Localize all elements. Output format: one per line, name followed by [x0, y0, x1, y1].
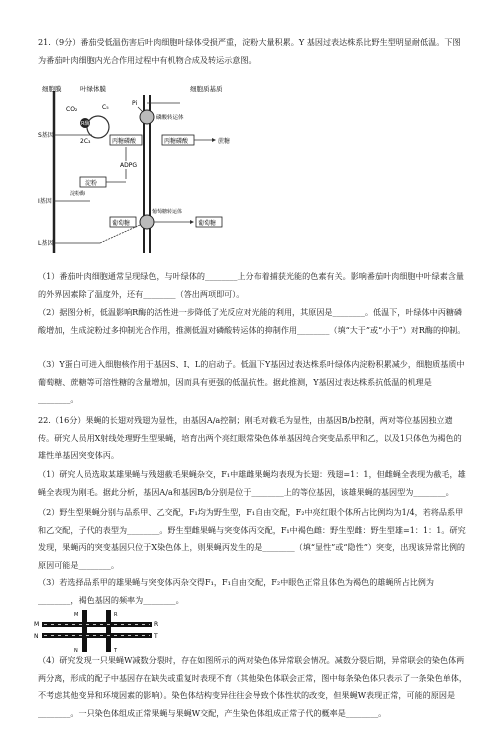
starch-hydrolase-label: 淀粉酶 [70, 191, 86, 197]
q22-part4: （4）研究发现一只果蝇W减数分裂时，存在如图所示的两对染色体异常联会情况。减数分裂后期，异常联会的染色体两两分离，形成的配子中基因存在缺失或重复时表现不育（其他染色体联会正常，图中每条染色体只表示了一条染色单体，不考虑其他变异和环境因素的影响）。染色体结构变异往往会导致个体性状的改变，但果蝇W表现正常，可能的原因是________。一只染色体组成正常果蝇与果蝇W交配，产生染色体组成正常子代的概率是________。 [38, 655, 467, 718]
chrom-label-m: M [34, 621, 40, 628]
chrom-label-m2: M [74, 612, 79, 618]
q21-part1: （1）番茄叶肉细胞通常呈现绿色，与叶绿体的________上分布着捕获光能的色素有关。影响番茄叶肉细胞中叶绿素含量的外界因素除了温度外，还有________（答出两项即可）。 [38, 271, 465, 299]
q22-part3: （3）若选择品系甲的雄果蝇与突变体丙杂交得F₁，F₁自由交配，F₂中眼色正常且体色为褐色的雄蝇所占比例为________，褐色基因的频率为________。 [38, 577, 434, 605]
chrom-label-r2: R [114, 612, 118, 618]
q22-part1: （1）研究人员选取某雄果蝇与残翅截毛果蝇杂交，F₁中雄雌果蝇均表现为长翅：残翅=1：1，但雌蝇全表现为截毛，雄蝇全表现为刚毛。据此分析，基因A/a和基因B/b分别是位于________上的等位基因，该雄果蝇的基因型为________。 [38, 469, 466, 497]
q22-intro: 22.（16分）果蝇的长翅对残翅为显性，由基因A/a控制；刚毛对截毛为显性，由基因B/b控制，两对等位基因独立遗传。研究人员用X射线处理野生型果蝇，培育出两个亮红眼常染色体单基因纯合突变品系甲和乙，以及1只体色为褐色的雄性单基因突变体丙。 [38, 415, 462, 461]
chrom-label-t2: T [114, 648, 118, 654]
sucrose-label: 蔗糖 [218, 138, 231, 145]
l-gene-label: L基因 [38, 240, 54, 247]
r-enzyme-label: R酶 [81, 121, 90, 127]
glucose-in-label: 葡萄糖 [112, 220, 131, 227]
chrom-label-t: T [154, 633, 158, 640]
chrom-label-r: R [154, 621, 159, 628]
i-gene-label: I基因 [38, 198, 52, 205]
triose-out-label: 丙糖磷酸 [164, 138, 189, 145]
chloroplast-membrane-label: 叶绿体膜 [80, 85, 106, 93]
q21-part2: （2）据图分析，低温影响R酶的活性进一步降低了光反应对光能的利用，其原因是________。低温下，叶绿体中丙糖磷酸增加，生成淀粉过多抑制光合作用，推测低温对磷酸转运体的抑制作用________（填“大于”或“小于”）对R酶的抑制。 [38, 307, 466, 335]
q21-part3: （3）Y蛋白可进入细胞核作用于基因S、I、L的启动子。低温下Y基因过表达株系叶绿体内淀粉积累减少，细胞质基质中葡萄糖、蔗糖等可溶性糖的含量增加，因而具有更强的低温抗性。据此推测，Y基因过表达株系抗低温的机理是________。 [38, 359, 465, 405]
glucose-transporter-label: 葡萄糖转运体 [152, 209, 183, 215]
triose-in-label: 丙糖磷酸 [112, 138, 137, 145]
phosphate-transporter-label: 磷酸转运体 [156, 115, 184, 121]
starch-label: 淀粉 [85, 180, 98, 187]
c3-label: 2C₃ [80, 138, 91, 145]
c5-label: C₅ [102, 104, 109, 111]
cytoplasm-label: 细胞质基质 [190, 85, 223, 93]
adpg-label: ADPG [120, 162, 137, 169]
glucose-out-label: 葡萄糖 [198, 220, 217, 227]
s-gene-label: S基因 [38, 132, 54, 139]
co2-label: CO₂ [66, 106, 78, 113]
cell-membrane-label: 细胞膜 [42, 85, 62, 93]
q22-part2: （2）野生型果蝇分别与品系甲、乙交配，F₁均为野生型，F₁自由交配，F₂中亮红眼个体所占比例均为1/4，若将品系甲和乙交配，子代的表型为________。野生型雌果蝇与突变体丙交配，F₁中褐色雌：野生型雌：野生型雄=1：1：1。研究发现，果蝇丙的突变基因只位于X染色体上，则果蝇丙发生的是________（填“显性”或“隐性”）突变，出现该异常比例的原因可能是________。 [38, 507, 466, 570]
chromosome-pairing-diagram [34, 608, 160, 654]
chrom-label-n2: N [74, 648, 78, 654]
photosynthesis-diagram [40, 83, 280, 261]
q21-intro: 21.（9分）番茄受低温伤害后叶肉细胞叶绿体受损严重，淀粉大量积累。Y 基因过表达株系比野生型明显耐低温。下图为番茄叶肉细胞内光合作用过程中有机物合成及转运示意图。 [38, 37, 461, 65]
chrom-label-n: N [34, 633, 39, 640]
pi-top-label: Pi [132, 100, 138, 107]
